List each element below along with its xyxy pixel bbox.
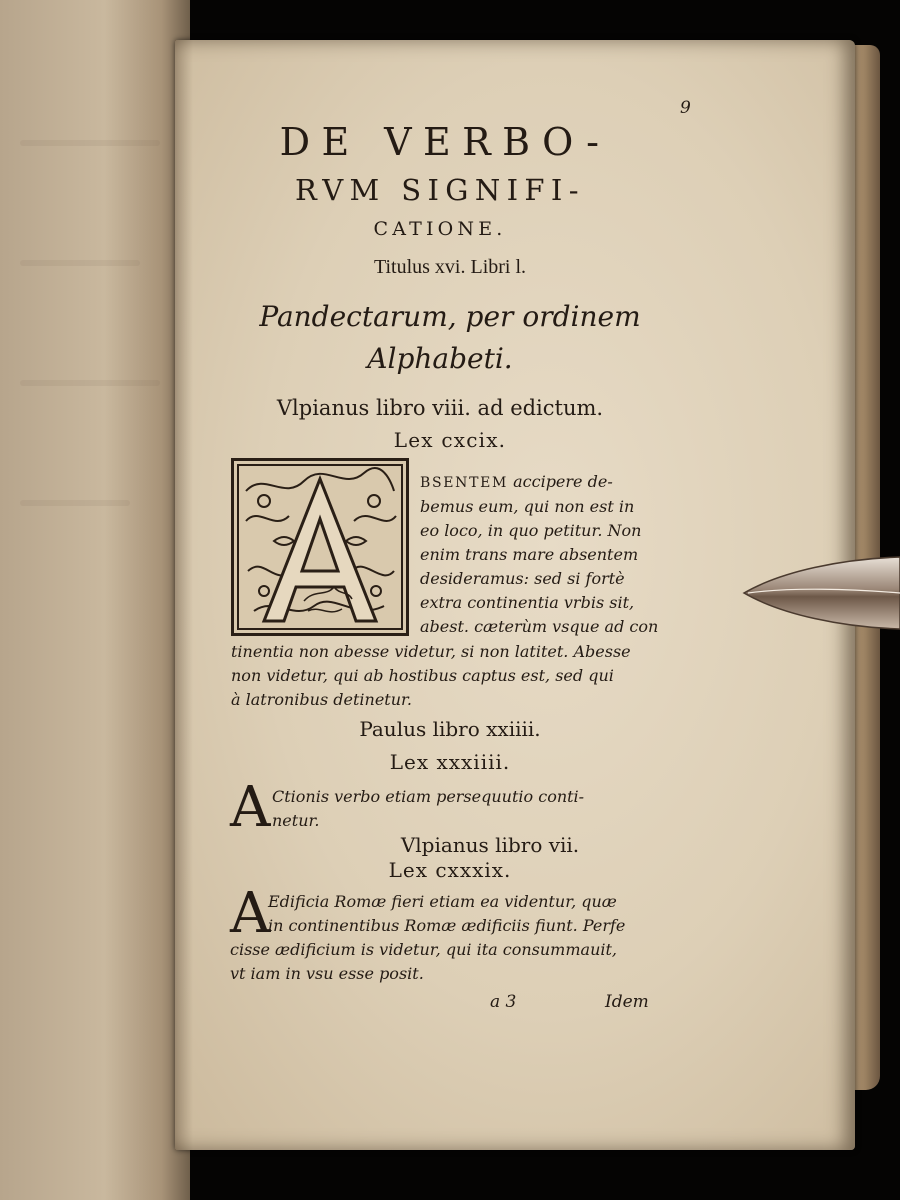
gutter-shadow: [175, 40, 193, 1150]
section1-line: desideramus: sed si fortè: [420, 569, 625, 588]
section1-author: Vlpianus libro viii. ad edictum.: [276, 396, 604, 420]
section1-line: à latronibus detinetur.: [231, 690, 412, 709]
section3-line: vt iam in vsu esse posit.: [230, 964, 424, 983]
section2-author: Paulus libro xxiiii.: [359, 717, 541, 741]
section3-line: in continentibus Romæ ædificiis fiunt. Perfe: [268, 916, 626, 935]
section1-line: non videtur, qui ab hostibus captus est, sed qui: [231, 666, 614, 685]
section2-line: Ctionis verbo etiam persequutio conti-: [272, 787, 585, 806]
section1-line: tinentia non abesse videtur, si non latitet. Abesse: [231, 642, 631, 661]
section2-text: [272, 785, 584, 833]
subtitle-line-2: Alphabeti.: [367, 342, 513, 375]
section1-line: enim trans mare absentem: [420, 545, 639, 564]
signature-mark: a 3: [490, 992, 517, 1012]
section3-text-below-initial: [230, 938, 617, 986]
section1-line: extra continentia vrbis sit,: [420, 593, 635, 612]
section1-line: eo loco, in quo petitur. Non: [420, 521, 642, 540]
section3-text-beside-initial: [268, 890, 625, 938]
section1-lex: Lex cxcix.: [393, 428, 507, 452]
title-line-3: CATIONE.: [373, 218, 507, 240]
woodcut-initial-a-icon: [231, 458, 409, 636]
section3-initial: A: [230, 881, 271, 946]
section2-lex: Lex xxxiiii.: [389, 750, 511, 774]
title-line-1: DE VERBO-: [279, 120, 611, 164]
bookmark-blade-icon: [742, 553, 900, 633]
titulus-heading: Titulus xvi. Libri l.: [373, 256, 527, 278]
section1-first-word: BSENTEM: [420, 475, 509, 491]
verso-page-edge: [0, 0, 190, 1200]
subtitle-line-1: Pandectarum, per ordinem: [259, 300, 641, 333]
section3-line: Edificia Romæ fieri etiam ea videntur, quæ: [268, 892, 617, 911]
section2-line: netur.: [272, 811, 320, 830]
section1-text-below-initial: [231, 640, 631, 712]
section2-initial: A: [230, 775, 271, 840]
section3-author: Vlpianus libro vii.: [400, 833, 580, 857]
title-line-2: RVM SIGNIFI-: [295, 173, 585, 207]
folio-number: 9: [680, 98, 691, 118]
section3-lex: Lex cxxxix.: [388, 858, 512, 882]
section1-line: accipere de-: [513, 472, 613, 491]
section1-line: abest. cæterùm vsque ad con: [420, 617, 659, 636]
section3-line: cisse ædificium is videtur, qui ita consummauit,: [230, 940, 617, 959]
section1-text-beside-initial: [420, 470, 658, 639]
section1-line: bemus eum, qui non est in: [420, 497, 635, 516]
catchword: Idem: [605, 992, 649, 1012]
